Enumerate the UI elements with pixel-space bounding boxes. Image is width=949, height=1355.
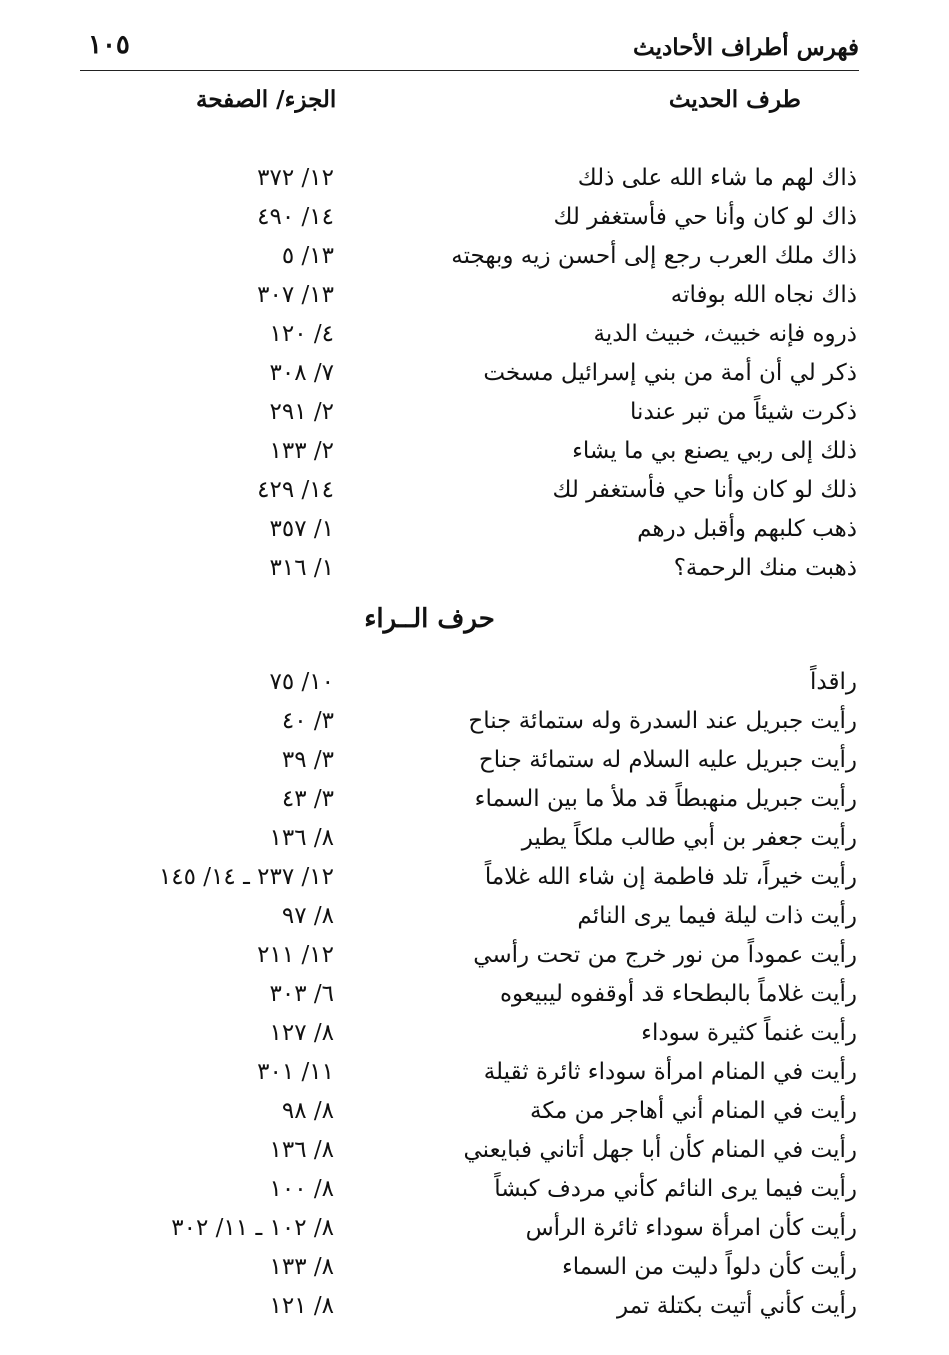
index-entry: [0, 859, 949, 898]
volume-page-reference: ١٢/ ٢٣٧ ـ ١٤/ ١٤٥: [158, 864, 334, 890]
hadith-incipit: ذلك لو كان وأنا حي فأستغفر لك: [552, 477, 857, 503]
volume-page-reference: ٣/ ٣٩: [281, 747, 334, 773]
index-entry: [0, 316, 949, 355]
volume-page-reference: ١٢/ ٣٧٢: [257, 165, 334, 191]
hadith-incipit: رأيت جبريل عليه السلام له ستمائة جناح: [478, 747, 857, 773]
hadith-incipit: رأيت غلاماً بالبطحاء قد أوقفوه ليبيعوه: [500, 981, 857, 1007]
hadith-incipit: رأيت جعفر بن أبي طالب ملكاً يطير: [521, 825, 857, 851]
hadith-incipit: رأيت في المنام أني أهاجر من مكة: [530, 1098, 857, 1124]
volume-page-reference: ٨/ ١٠٢ ـ ١١/ ٣٠٢: [171, 1215, 334, 1241]
hadith-incipit: رأيت جبريل عند السدرة وله ستمائة جناح: [468, 708, 857, 734]
hadith-incipit: ذروه فإنه خبيث، خبيث الدية: [593, 321, 857, 347]
index-entry: [0, 433, 949, 472]
hadith-incipit: راقداً: [810, 669, 857, 695]
index-entry: [0, 1054, 949, 1093]
index-entry: [0, 664, 949, 703]
volume-page-reference: ١٣/ ٣٠٧: [257, 282, 334, 308]
index-entry: [0, 199, 949, 238]
volume-page-reference: ١٣/ ٥: [281, 243, 334, 269]
volume-page-reference: ٣/ ٤٣: [281, 786, 334, 812]
column-header-hadith: طرف الحديث: [668, 86, 801, 113]
hadith-incipit: رأيت ذات ليلة فيما يرى النائم: [577, 903, 857, 929]
index-entry: [0, 937, 949, 976]
volume-page-reference: ١٢/ ٢١١: [257, 942, 334, 968]
index-entry: [0, 1015, 949, 1054]
volume-page-reference: ١١/ ٣٠١: [257, 1059, 334, 1085]
index-entry: [0, 550, 949, 589]
section-title-ra: حرف الــراء: [364, 604, 495, 634]
index-entry: [0, 160, 949, 199]
volume-page-reference: ١٠/ ٧٥: [269, 669, 334, 695]
volume-page-reference: ٨/ ١٣٦: [269, 1137, 334, 1163]
hadith-incipit: رأيت فيما يرى النائم كأني مردف كبشاً: [494, 1176, 857, 1202]
volume-page-reference: ٨/ ١٣٦: [269, 825, 334, 851]
volume-page-reference: ١٤/ ٤٢٩: [257, 477, 334, 503]
hadith-incipit: رأيت جبريل منهبطاً قد ملأ ما بين السماء: [474, 786, 857, 812]
index-entry: [0, 238, 949, 277]
volume-page-reference: ٨/ ٩٧: [281, 903, 334, 929]
index-entry: [0, 703, 949, 742]
volume-page-reference: ٢/ ٢٩١: [269, 399, 334, 425]
running-header: [80, 28, 859, 71]
index-entry: [0, 1132, 949, 1171]
volume-page-reference: ٨/ ١٣٣: [269, 1254, 334, 1280]
hadith-incipit: رأيت كأني أتيت بكتلة تمر: [617, 1293, 857, 1319]
index-entry: [0, 394, 949, 433]
hadith-incipit: ذكرت شيئاً من تبر عندنا: [630, 399, 857, 425]
volume-page-reference: ٦/ ٣٠٣: [269, 981, 334, 1007]
hadith-incipit: ذاك لو كان وأنا حي فأستغفر لك: [553, 204, 857, 230]
hadith-incipit: رأيت كأن دلواً دليت من السماء: [561, 1254, 857, 1280]
hadith-incipit: رأيت غنماً كثيرة سوداء: [641, 1020, 857, 1046]
index-entry: [0, 820, 949, 859]
hadith-incipit: ذكر لي أن أمة من بني إسرائيل مسخت: [483, 360, 857, 386]
index-entry: [0, 1249, 949, 1288]
hadith-incipit: رأيت كأن امرأة سوداء ثائرة الرأس: [525, 1215, 857, 1241]
page-number: ١٠٥: [88, 30, 130, 60]
index-entry: [0, 472, 949, 511]
index-entry: [0, 355, 949, 394]
hadith-incipit: ذاك ملك العرب رجع إلى أحسن زيه وبهجته: [451, 243, 857, 269]
hadith-incipit: رأيت في المنام كأن أبا جهل أتاني فبايعني: [463, 1137, 857, 1163]
running-title: فهرس أطراف الأحاديث: [633, 34, 859, 61]
volume-page-reference: ١/ ٣٥٧: [269, 516, 334, 542]
index-entry: [0, 781, 949, 820]
index-entry: [0, 1210, 949, 1249]
volume-page-reference: ١/ ٣١٦: [269, 555, 334, 581]
volume-page-reference: ٨/ ١٢١: [269, 1293, 334, 1319]
index-entry: [0, 1093, 949, 1132]
hadith-incipit: رأيت خيراً، تلد فاطمة إن شاء الله غلاماً: [484, 864, 857, 890]
index-entry: [0, 742, 949, 781]
index-entry: [0, 1288, 949, 1327]
volume-page-reference: ١٤/ ٤٩٠: [257, 204, 334, 230]
volume-page-reference: ٨/ ١٢٧: [269, 1020, 334, 1046]
hadith-incipit: ذاك نجاه الله بوفاته: [670, 282, 857, 308]
hadith-incipit: ذاك لهم ما شاء الله على ذلك: [577, 165, 857, 191]
volume-page-reference: ٣/ ٤٠: [281, 708, 334, 734]
hadith-incipit: رأيت في المنام امرأة سوداء ثائرة ثقيلة: [483, 1059, 857, 1085]
column-header-volume-page: الجزء/ الصفحة: [196, 86, 337, 113]
volume-page-reference: ٨/ ١٠٠: [269, 1176, 334, 1202]
volume-page-reference: ٨/ ٩٨: [281, 1098, 334, 1124]
volume-page-reference: ٧/ ٣٠٨: [269, 360, 334, 386]
index-entry: [0, 511, 949, 550]
volume-page-reference: ٤/ ١٢٠: [269, 321, 334, 347]
volume-page-reference: ٢/ ١٣٣: [269, 438, 334, 464]
index-entry: [0, 1171, 949, 1210]
hadith-incipit: ذلك إلى ربي يصنع بي ما يشاء: [572, 438, 857, 464]
index-entry: [0, 898, 949, 937]
hadith-incipit: ذهبت منك الرحمة؟: [673, 555, 857, 581]
index-entry: [0, 976, 949, 1015]
index-entry: [0, 277, 949, 316]
hadith-incipit: رأيت عموداً من نور خرج من تحت رأسي: [473, 942, 857, 968]
hadith-incipit: ذهب كلبهم وأقبل درهم: [637, 516, 857, 542]
